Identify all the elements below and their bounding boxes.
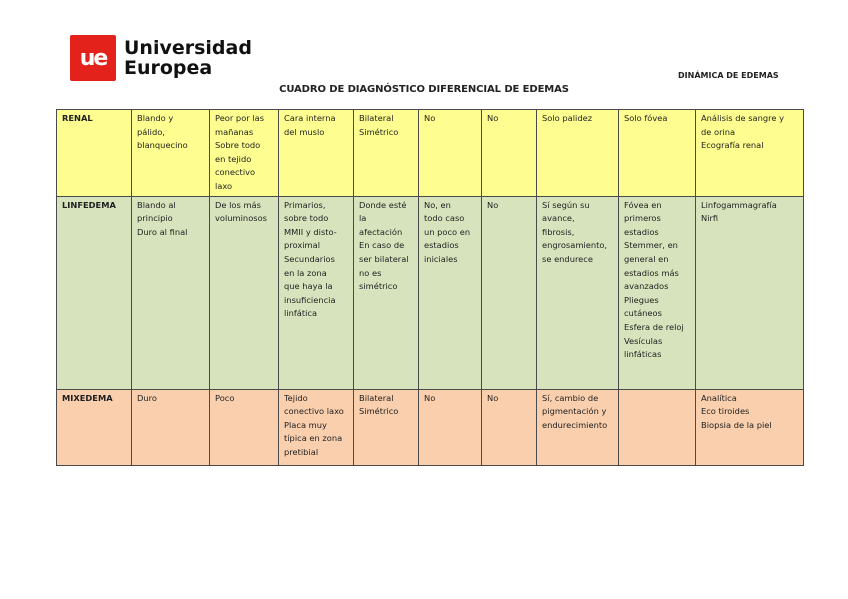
cell-line: Vesículas	[624, 335, 663, 346]
cell-line: afectación	[359, 226, 403, 237]
cell-line: Fóvea en	[624, 199, 662, 210]
cell-line: Pliegues	[624, 294, 659, 305]
logo-line-1: Universidad	[124, 37, 252, 59]
row-header-cell: MIXEDEMA	[57, 389, 132, 465]
cell-line: no es	[359, 267, 382, 278]
cell-line: engrosamiento,	[542, 240, 608, 251]
cell-line: pálido,	[137, 126, 165, 137]
cell-line: sobre todo	[284, 213, 329, 224]
cell-line: En caso de	[359, 240, 405, 251]
cell-line: Simétrico	[359, 406, 399, 417]
table-cell	[696, 389, 804, 465]
cell-line: Blando y	[137, 113, 174, 123]
cell-line: linfática	[284, 308, 318, 319]
cell-line: del muslo	[284, 126, 325, 137]
cell-line: voluminosos	[215, 213, 267, 224]
table-cell	[482, 196, 537, 389]
cell-line: Tejido	[284, 392, 308, 403]
table-cell	[696, 196, 804, 389]
cell-line: Placa muy	[284, 419, 327, 430]
cell-line: pretibial	[284, 446, 319, 457]
cell-line: Peor por las	[215, 113, 265, 123]
differential-diagnosis-table	[56, 109, 804, 466]
table-cell	[419, 110, 482, 197]
cell-line: general en	[624, 253, 669, 264]
cell-line: No	[487, 199, 499, 210]
table-cell	[132, 110, 210, 197]
table-row	[57, 110, 804, 197]
cell-line: iniciales	[424, 253, 458, 264]
cell-line: Bilateral	[359, 392, 394, 403]
cell-line: No	[424, 113, 436, 123]
cell-line: simétrico	[359, 281, 398, 292]
cell-line: No, en	[424, 199, 451, 210]
row-header-cell: RENAL	[57, 110, 132, 197]
cell-line: Sobre todo	[215, 140, 261, 151]
cell-line: blanquecino	[137, 140, 188, 151]
cell-line: Primarios,	[284, 199, 326, 210]
table-cell	[132, 196, 210, 389]
cell-line: Duro	[137, 392, 157, 403]
cell-line: mañanas	[215, 126, 254, 137]
cell-line: se endurece	[542, 253, 593, 264]
cell-line: Cara interna	[284, 113, 336, 123]
cell-line: Nirfi	[701, 213, 719, 224]
cell-line: No	[487, 113, 499, 123]
table-row	[57, 389, 804, 465]
table-cell	[279, 110, 354, 197]
table-cell	[210, 110, 279, 197]
cell-line: principio	[137, 213, 173, 224]
logo-line-2: Europea	[124, 57, 213, 79]
table-cell	[619, 389, 696, 465]
page-title: CUADRO DE DIAGNÓSTICO DIFERENCIAL DE EDEMAS	[279, 84, 569, 95]
table-cell	[537, 196, 619, 389]
table-cell	[132, 389, 210, 465]
table-row	[57, 196, 804, 389]
table-cell	[210, 389, 279, 465]
cell-line: en la zona	[284, 267, 327, 278]
cell-line: fibrosis,	[542, 226, 575, 237]
cell-line: ser bilateral	[359, 253, 409, 264]
section-tag: DINÁMICA DE EDEMAS	[678, 71, 779, 80]
table-cell	[279, 196, 354, 389]
table-cell	[419, 196, 482, 389]
cell-line: conectivo	[215, 167, 256, 178]
cell-line: Analítica	[701, 392, 737, 403]
cell-line: laxo	[215, 180, 233, 191]
row-header-cell: LINFEDEMA	[57, 196, 132, 389]
cell-line: estadios más	[624, 267, 679, 278]
table-cell	[354, 389, 419, 465]
cell-line: Solo palidez	[542, 113, 593, 123]
cell-line: Stemmer, en	[624, 240, 678, 251]
table-cell	[419, 389, 482, 465]
cell-line: MMII y disto-	[284, 226, 337, 237]
table-cell	[537, 110, 619, 197]
cell-line: Eco tiroides	[701, 406, 750, 417]
logo-mark-icon: ue	[70, 35, 116, 81]
cell-line: Sí, cambio de	[542, 392, 599, 403]
cell-line: linfáticas	[624, 349, 662, 360]
table-cell	[482, 110, 537, 197]
cell-line: conectivo laxo	[284, 406, 344, 417]
cell-line: Blando al	[137, 199, 176, 210]
table-cell	[354, 196, 419, 389]
cell-line: típica en zona	[284, 433, 343, 444]
cell-line: un poco en	[424, 226, 471, 237]
cell-line: Sí según su	[542, 199, 590, 210]
cell-line: Bilateral	[359, 113, 394, 123]
cell-line: Biopsia de la piel	[701, 419, 772, 430]
cell-line: Ecografía renal	[701, 140, 764, 151]
table-cell	[696, 110, 804, 197]
table-cell	[354, 110, 419, 197]
university-logo	[70, 35, 252, 81]
cell-line: Linfogammagrafía	[701, 199, 777, 210]
cell-line: Secundarios	[284, 253, 335, 264]
table-cell	[619, 196, 696, 389]
logo-wordmark	[124, 38, 252, 78]
cell-line: que haya la	[284, 281, 333, 292]
cell-line: Donde esté	[359, 199, 407, 210]
cell-line: la	[359, 213, 367, 224]
table-cell	[619, 110, 696, 197]
cell-line: Simétrico	[359, 126, 399, 137]
cell-line: en tejido	[215, 153, 252, 164]
cell-line: estadios	[624, 226, 659, 237]
cell-line: todo caso	[424, 213, 465, 224]
cell-line: Análisis de sangre y	[701, 113, 785, 123]
cell-line: Esfera de reloj	[624, 321, 684, 332]
table-cell	[537, 389, 619, 465]
cell-line: pigmentación y	[542, 406, 607, 417]
cell-line: estadios	[424, 240, 459, 251]
cell-line: De los más	[215, 199, 261, 210]
cell-line: primeros	[624, 213, 661, 224]
cell-line: cutáneos	[624, 308, 662, 319]
cell-line: proximal	[284, 240, 321, 251]
cell-line: insuficiencia	[284, 294, 336, 305]
cell-line: Duro al final	[137, 226, 188, 237]
cell-line: avance,	[542, 213, 575, 224]
cell-line: No	[424, 392, 436, 403]
cell-line: avanzados	[624, 281, 669, 292]
table-cell	[482, 389, 537, 465]
cell-line: de orina	[701, 126, 736, 137]
cell-line: Solo fóvea	[624, 113, 668, 123]
table-cell	[279, 389, 354, 465]
cell-line: Poco	[215, 392, 235, 403]
cell-line: endurecimiento	[542, 419, 608, 430]
cell-line: No	[487, 392, 499, 403]
table-cell	[210, 196, 279, 389]
